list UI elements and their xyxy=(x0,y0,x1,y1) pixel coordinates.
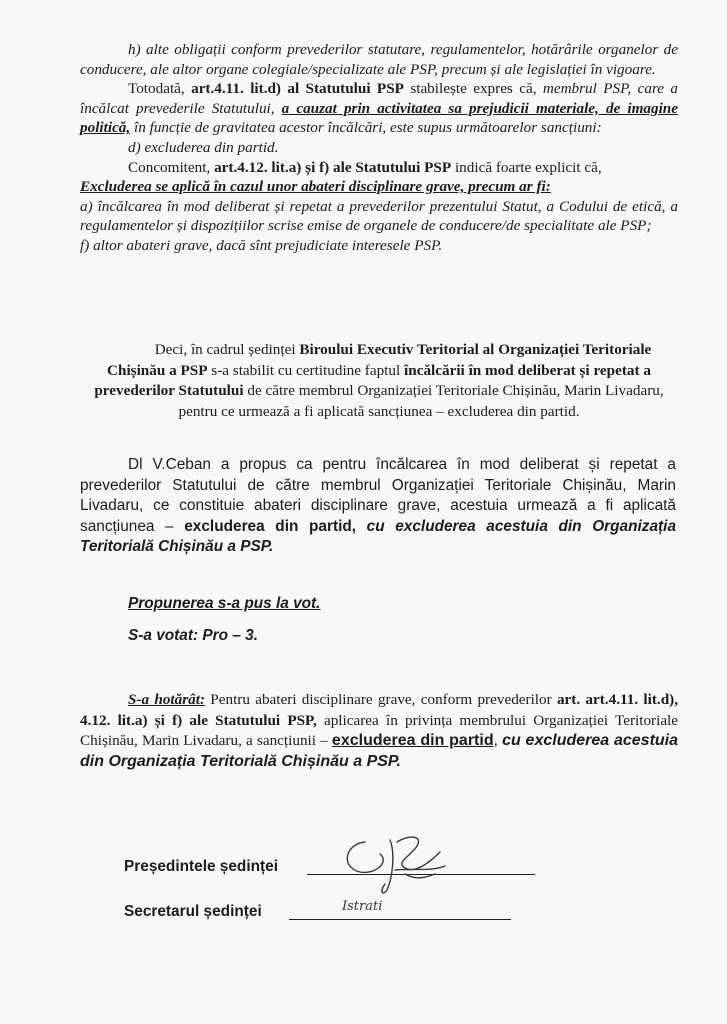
item-a: a) încălcarea în mod deliberat și repetat a prevederilor prezentului Statut, a Codului de etică, a regulamentelor și dispozițiilor scrise emise de organele de conducere/de specialitate ale PSP; xyxy=(80,197,678,235)
chair-label: Președintele ședinței xyxy=(124,858,278,875)
decision-label: S-a hotărât: xyxy=(128,691,206,708)
emphasis-excluderea: Excluderea se aplică în cazul unor abateri disciplinare grave, precum ar fi: xyxy=(80,178,551,196)
paragraph-proposal: Dl V.Ceban a propus ca pentru încălcarea în mod deliberat și repetat a prevederilor Statutului de către membrul Organizației Teritoriale Chișinău, Marin Livadaru, ce constituie abateri disciplinare grave, acestuia urmează a fi aplicată sancțiunea – excluderea din partid, cu excluderea acestuia din Organizația Teritorială Chișinău a PSP. xyxy=(80,456,677,555)
decision-sanction: excluderea din partid xyxy=(331,732,494,749)
emphasis-prejudicii: a cauzat prin activitatea sa prejudicii materiale, de imagine politică, xyxy=(80,99,678,137)
chair-signature-icon xyxy=(335,822,455,897)
paragraph-obligations: h) alte obligații conform prevederilor statutare, regulamentelor, hotărârile organelor de conducere, ale altor organe colegiale/specializate ale PSP, precum și ale legislației în vigoare. Totodată, art.4.11. lit.d) al Statutului PSP stabilește expres că, membrul PSP, care a încălcat prevederile Statutului, a cauzat prin activitatea sa prejudicii materiale, de imagine politică, în funcție de gravitatea acestor încălcări, este supus următoarelor sancțiuni: d) excluderea din partid. Concomitent, art.4.12. lit.a) și f) ale Statutului PSP indică foarte explicit că, Excluderea se aplică în cazul unor abateri disciplinare grave, precum ar fi: a) încălcarea în mod deliberat și repetat a prevederilor prezentului Statut, a Codului de etică, a regulamentelor și dispozițiilor scrise emise de organele de conducere/de specialitate ale PSP; f) altor abateri grave, dacă sînt prejudiciate interesele PSP. xyxy=(80,41,678,254)
paragraph-decision: S-a hotărât: Pentru abateri disciplinare grave, conform prevederilor art. art.4.11. lit.d), 4.12. lit.a) și f) ale Statutului PSP, aplicarea în privința membrului Organizației Teritoriale Chișinău, Marin Livadaru, a sancțiunii – excluderea din partid, cu excluderea acestuia din Organizația Teritorială Chișinău a PSP. xyxy=(80,691,679,770)
item-f: f) altor abateri grave, dacă sînt prejudiciate interesele PSP. xyxy=(80,236,443,254)
vote-proposal: Propunerea s-a pus la vot. xyxy=(128,595,321,612)
secretary-signature-line xyxy=(289,919,511,920)
vote-result: S-a votat: Pro – 3. xyxy=(128,627,259,644)
secretary-signature: Istrati xyxy=(342,899,383,914)
item-d: d) excluderea din partid. xyxy=(128,138,279,156)
item-h: h) alte obligații conform prevederilor statutare, regulamentelor, hotărârile organelor de conducere, ale altor organe colegiale/specializate ale PSP, precum și ale legislației în vigoare. xyxy=(80,41,678,78)
secretary-label: Secretarul ședinței xyxy=(124,903,262,920)
paragraph-finding: Deci, în cadrul ședinței Biroului Executiv Teritorial al Organizației Teritoriale Chișinău a PSP s-a stabilit cu certitudine faptul încălcării în mod deliberat și repetat a prevederilor Statutului de către membrul Organizației Teritoriale Chișinău, Marin Livadaru, pentru ce urmează a fi aplicată sancțiunea – excluderea din partid. xyxy=(94,341,664,420)
